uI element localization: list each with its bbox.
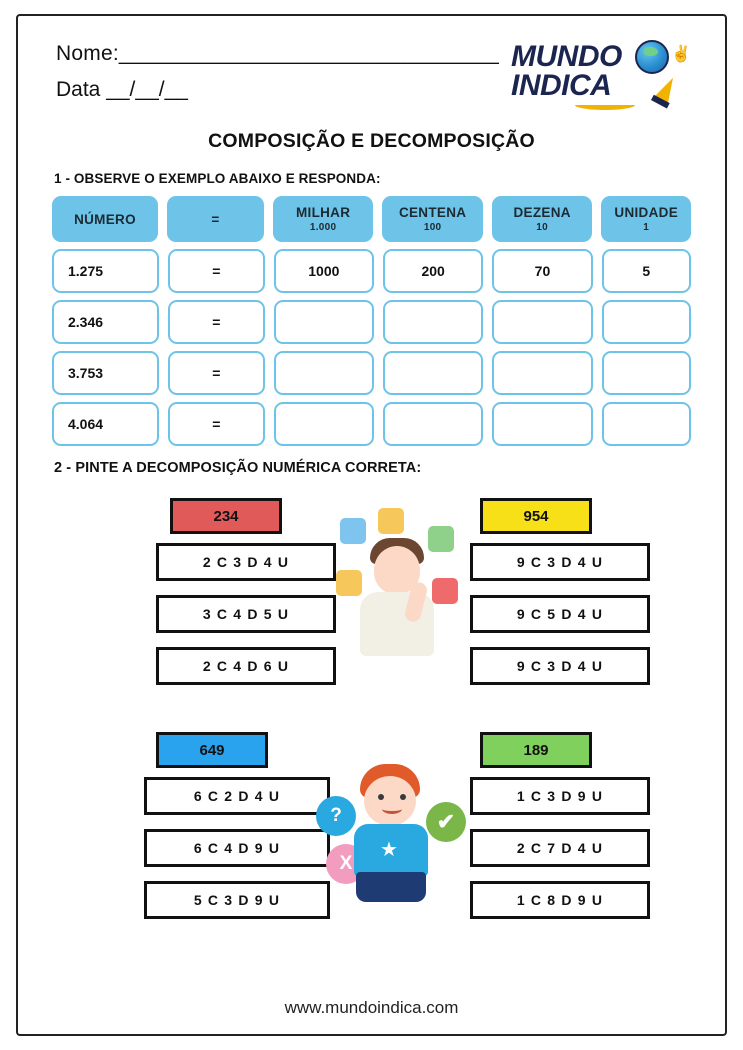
globe-icon bbox=[635, 40, 669, 74]
student-name-field[interactable]: Nome:________________________________ bbox=[56, 42, 499, 65]
number-group-189 bbox=[470, 732, 650, 933]
number-badge: 649 bbox=[156, 732, 268, 768]
option-box[interactable]: 1 C 3 D 9 U bbox=[470, 777, 650, 815]
header-dezena bbox=[492, 196, 593, 242]
header-unidade-sub: 1 bbox=[643, 222, 650, 233]
cell-centena[interactable] bbox=[383, 351, 483, 395]
number-group-234 bbox=[156, 498, 336, 699]
cell-equals: = bbox=[168, 249, 265, 293]
puzzle-piece-icon bbox=[428, 526, 454, 552]
number-group-649 bbox=[144, 732, 330, 933]
number-badge: 954 bbox=[480, 498, 592, 534]
logo-line-2: INDICA bbox=[511, 69, 612, 103]
cell-numero-value: 3.753 bbox=[68, 365, 104, 381]
header-centena-label: CENTENA bbox=[398, 205, 467, 220]
number-badge: 189 bbox=[480, 732, 592, 768]
option-box[interactable]: 5 C 3 D 9 U bbox=[144, 881, 330, 919]
header-numero-label: NÚMERO bbox=[74, 211, 136, 227]
boy-smile bbox=[382, 804, 402, 814]
worksheet-header bbox=[44, 42, 699, 126]
boy-eye-right bbox=[400, 794, 406, 800]
cell-milhar[interactable] bbox=[274, 300, 374, 344]
cell-numero bbox=[52, 351, 159, 395]
check-mark-icon: ✔ bbox=[426, 802, 466, 842]
header-milhar bbox=[273, 196, 374, 242]
star-icon: ★ bbox=[380, 839, 398, 861]
exercise-2-area bbox=[48, 488, 695, 918]
thinking-boy-illustration bbox=[334, 508, 466, 668]
cell-centena[interactable]: 200 bbox=[383, 249, 483, 293]
option-box[interactable]: 9 C 5 D 4 U bbox=[470, 595, 650, 633]
cell-numero bbox=[52, 300, 159, 344]
cell-equals: = bbox=[168, 300, 265, 344]
cell-unidade[interactable] bbox=[602, 402, 691, 446]
option-box[interactable]: 6 C 2 D 4 U bbox=[144, 777, 330, 815]
cell-numero-value: 4.064 bbox=[68, 416, 104, 432]
quiz-boy-illustration bbox=[316, 750, 466, 920]
header-unidade bbox=[601, 196, 691, 242]
cell-numero-value: 2.346 bbox=[68, 314, 104, 330]
cell-numero bbox=[52, 249, 159, 293]
option-box[interactable]: 1 C 8 D 9 U bbox=[470, 881, 650, 919]
table-header-row bbox=[52, 196, 691, 242]
header-equals bbox=[167, 196, 264, 242]
table-row bbox=[52, 249, 691, 293]
puzzle-piece-icon bbox=[378, 508, 404, 534]
cell-dezena[interactable] bbox=[492, 351, 592, 395]
header-centena bbox=[382, 196, 483, 242]
footer-website: www.mundoindica.com bbox=[284, 998, 459, 1017]
cell-unidade[interactable] bbox=[602, 351, 691, 395]
sparkle-icon: ✌ bbox=[671, 46, 691, 63]
header-milhar-sub: 1.000 bbox=[309, 222, 337, 233]
cell-milhar[interactable] bbox=[274, 351, 374, 395]
table-row bbox=[52, 402, 691, 446]
puzzle-piece-icon bbox=[432, 578, 458, 604]
option-box[interactable]: 6 C 4 D 9 U bbox=[144, 829, 330, 867]
cell-unidade[interactable]: 5 bbox=[602, 249, 691, 293]
cell-centena[interactable] bbox=[383, 402, 483, 446]
swoosh-decoration bbox=[575, 100, 635, 110]
number-badge: 234 bbox=[170, 498, 282, 534]
cell-dezena[interactable] bbox=[492, 402, 592, 446]
cell-centena[interactable] bbox=[383, 300, 483, 344]
option-box[interactable]: 2 C 7 D 4 U bbox=[470, 829, 650, 867]
exercise-2-instruction: 2 - PINTE A DECOMPOSIÇÃO NUMÉRICA CORRETA: bbox=[54, 460, 422, 476]
number-group-954 bbox=[470, 498, 650, 699]
header-dezena-sub: 10 bbox=[536, 222, 549, 233]
page-title: COMPOSIÇÃO E DECOMPOSIÇÃO bbox=[208, 130, 535, 152]
cell-unidade[interactable] bbox=[602, 300, 691, 344]
wrong-mark-icon: X bbox=[326, 844, 366, 884]
boy-shorts bbox=[356, 872, 426, 902]
option-box[interactable]: 3 C 4 D 5 U bbox=[156, 595, 336, 633]
cell-dezena[interactable]: 70 bbox=[492, 249, 592, 293]
header-equals-label: = bbox=[211, 211, 220, 227]
worksheet-page bbox=[16, 14, 727, 1036]
puzzle-piece-icon bbox=[340, 518, 366, 544]
header-unidade-label: UNIDADE bbox=[614, 205, 678, 220]
cell-equals: = bbox=[168, 402, 265, 446]
table-row bbox=[52, 300, 691, 344]
option-box[interactable]: 9 C 3 D 4 U bbox=[470, 543, 650, 581]
header-dezena-label: DEZENA bbox=[513, 205, 571, 220]
exercise-1-instruction: 1 - OBSERVE O EXEMPLO ABAIXO E RESPONDA: bbox=[54, 171, 381, 186]
option-box[interactable]: 2 C 4 D 6 U bbox=[156, 647, 336, 685]
cell-milhar[interactable] bbox=[274, 402, 374, 446]
cell-numero bbox=[52, 402, 159, 446]
cell-numero-value: 1.275 bbox=[68, 263, 104, 279]
decomposition-table bbox=[52, 196, 691, 446]
boy-head bbox=[364, 776, 416, 826]
header-milhar-label: MILHAR bbox=[295, 205, 351, 220]
cell-dezena[interactable] bbox=[492, 300, 592, 344]
header-centena-sub: 100 bbox=[423, 222, 442, 233]
puzzle-piece-icon bbox=[336, 570, 362, 596]
logo-line-1: MUNDO bbox=[511, 40, 622, 73]
table-row bbox=[52, 351, 691, 395]
question-mark-icon: ? bbox=[316, 796, 356, 836]
cell-equals: = bbox=[168, 351, 265, 395]
option-box[interactable]: 2 C 3 D 4 U bbox=[156, 543, 336, 581]
option-box[interactable]: 9 C 3 D 4 U bbox=[470, 647, 650, 685]
brand-logo bbox=[505, 42, 695, 120]
header-numero bbox=[52, 196, 158, 242]
date-field[interactable]: Data __/__/__ bbox=[56, 78, 188, 101]
boy-eye-left bbox=[378, 794, 384, 800]
cell-milhar[interactable]: 1000 bbox=[274, 249, 374, 293]
